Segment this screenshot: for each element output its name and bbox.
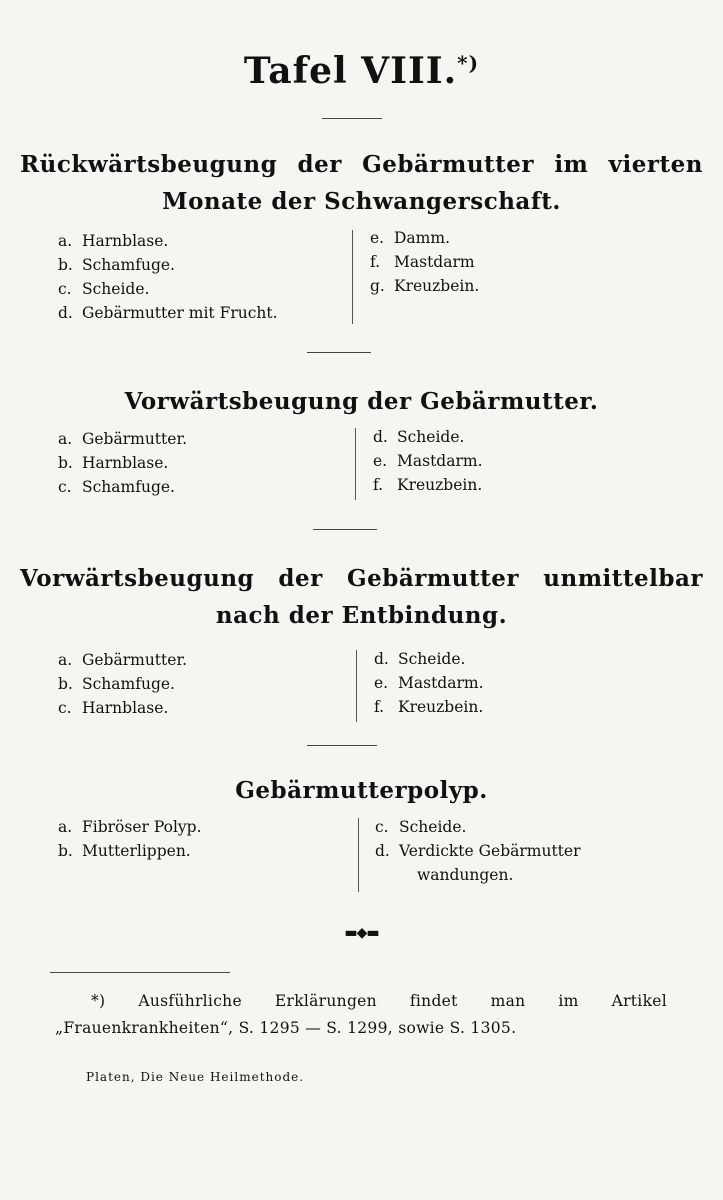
legend-right-column: [374, 647, 484, 719]
section-heading: Vorwärtsbeugung der Gebärmutter.: [124, 388, 599, 415]
legend-left-column: [58, 815, 202, 863]
legend-text: Gebärmutter mit Frucht.: [82, 304, 278, 322]
section-heading: Gebärmutterpolyp.: [235, 777, 488, 804]
legend-text: Kreuzbein.: [398, 698, 484, 716]
legend-item: [373, 473, 483, 497]
legend-text: Verdickte Gebärmutter: [399, 842, 581, 860]
legend-text: Scheide.: [397, 428, 465, 446]
legend-label: f.: [374, 698, 385, 716]
legend-item: [58, 301, 278, 325]
legend-text: Fibröser Polyp.: [82, 818, 202, 836]
legend-right-column: [370, 226, 479, 298]
legend-text: Harnblase.: [82, 232, 169, 250]
legend-label: d.: [373, 428, 388, 446]
legend-text: Kreuzbein.: [394, 277, 480, 295]
legend-left-column: [58, 648, 187, 720]
publisher-signature: Platen, Die Neue Heilmethode.: [86, 1070, 305, 1084]
legend-label: c.: [58, 699, 72, 717]
divider: [307, 352, 371, 353]
legend-item: [374, 671, 484, 695]
legend-text: Mutterlippen.: [82, 842, 191, 860]
legend-label: e.: [374, 674, 389, 692]
legend-item: [370, 226, 479, 250]
legend-item: [58, 475, 187, 499]
legend-text: Mastdarm: [394, 253, 475, 271]
legend-label: b.: [58, 454, 73, 472]
legend-text: Gebärmutter.: [82, 430, 188, 448]
legend-text: Schamfuge.: [82, 256, 175, 274]
divider: [307, 745, 377, 746]
legend-label: a.: [58, 818, 73, 836]
legend-item: [373, 425, 483, 449]
page-title: [0, 50, 723, 92]
legend-label: b.: [58, 256, 73, 274]
legend-right-column: [373, 425, 483, 497]
legend-item: [375, 839, 580, 887]
legend-text-continuation: wandungen.: [417, 866, 514, 884]
legend-text: Schamfuge.: [82, 478, 175, 496]
legend-label: d.: [374, 650, 389, 668]
legend-item: [58, 815, 202, 839]
legend-item: [370, 274, 479, 298]
legend-text: Mastdarm.: [397, 452, 483, 470]
legend-text: Mastdarm.: [398, 674, 484, 692]
legend-label: c.: [58, 280, 72, 298]
legend-left-column: [58, 427, 187, 499]
column-divider: [355, 428, 356, 500]
legend-text: Kreuzbein.: [397, 476, 483, 494]
legend-label: a.: [58, 651, 73, 669]
legend-label: b.: [58, 675, 73, 693]
legend-item: [58, 427, 187, 451]
legend-item: [58, 229, 278, 253]
legend-text: Harnblase.: [82, 454, 169, 472]
title-text: Tafel VIII.: [243, 50, 458, 92]
legend-item: [58, 672, 187, 696]
section-heading: Vorwärtsbeugung der Gebärmutter unmittelbar nach der Entbindung.: [20, 565, 703, 629]
legend-label: d.: [375, 842, 390, 860]
legend-item: [375, 815, 580, 839]
legend-label: e.: [370, 229, 385, 247]
column-divider: [352, 230, 353, 324]
section-heading: Rückwärtsbeugung der Gebärmutter im vierten Monate der Schwangerschaft.: [20, 151, 703, 215]
footnote: *) Ausführliche Erklärungen findet man im Artikel „Frauenkrankheiten“, S. 1295 — S. 1299, sowie S. 1305.: [55, 992, 667, 1037]
legend-label: f.: [373, 476, 384, 494]
legend-label: b.: [58, 842, 73, 860]
legend-item: [58, 451, 187, 475]
legend-text: Gebärmutter.: [82, 651, 188, 669]
legend-item: [58, 277, 278, 301]
legend-right-column: [375, 815, 580, 887]
legend-item: [58, 253, 278, 277]
legend-label: c.: [58, 478, 72, 496]
divider: [313, 529, 377, 530]
footnote-rule: [50, 972, 230, 973]
footnote-marker: *): [457, 51, 480, 75]
legend-item: [374, 695, 484, 719]
legend-item: [370, 250, 479, 274]
legend-item: [58, 839, 202, 863]
legend-label: d.: [58, 304, 73, 322]
legend-item: [374, 647, 484, 671]
legend-text: Scheide.: [82, 280, 150, 298]
legend-text: Schamfuge.: [82, 675, 175, 693]
legend-left-column: [58, 229, 278, 325]
legend-label: a.: [58, 430, 73, 448]
legend-label: a.: [58, 232, 73, 250]
legend-label: e.: [373, 452, 388, 470]
legend-label: g.: [370, 277, 385, 295]
legend-text: Damm.: [394, 229, 450, 247]
legend-text: Harnblase.: [82, 699, 169, 717]
legend-text: Scheide.: [398, 650, 466, 668]
ornament: ▬◆▬: [344, 925, 379, 941]
legend-item: [373, 449, 483, 473]
legend-text: Scheide.: [399, 818, 467, 836]
legend-label: f.: [370, 253, 381, 271]
legend-label: c.: [375, 818, 389, 836]
column-divider: [356, 650, 357, 722]
column-divider: [358, 818, 359, 892]
legend-item: [58, 648, 187, 672]
legend-item: [58, 696, 187, 720]
divider: [322, 118, 382, 119]
